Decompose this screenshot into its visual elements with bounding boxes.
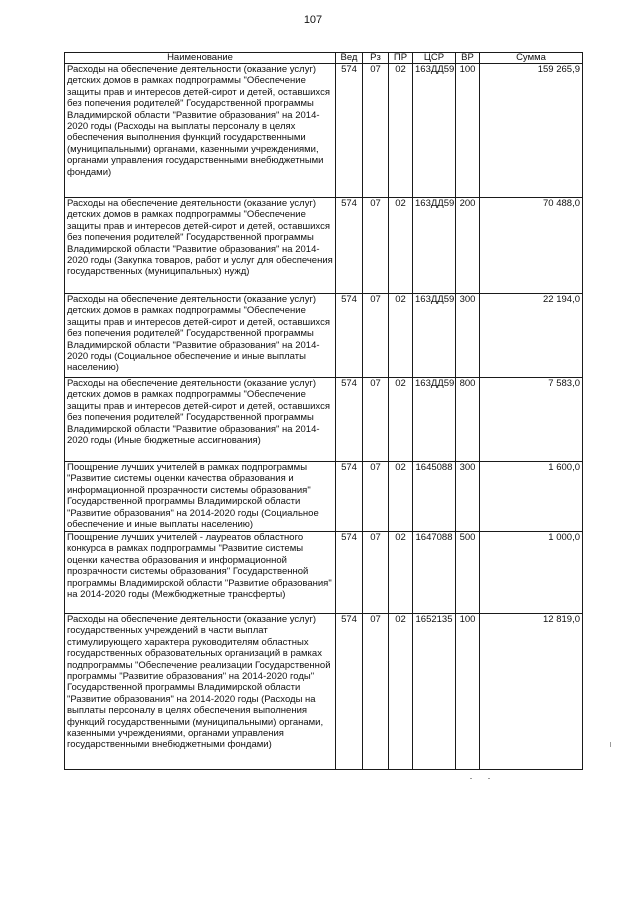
row-vr: 300 [456,462,480,532]
header-ved: Вед [336,53,363,64]
row-vr: 800 [456,378,480,462]
row-name: Расходы на обеспечение деятельности (оказание услуг) детских домов в рамках подпрограммы "Обеспечение защиты прав и интересов детей-сирот и детей, оставшихся без попечения родителей" Государственной программы Владимирской области "Развитие образования" на 2014-2020 годы (Социальное обеспечение и иные выплаты населению) [65,294,336,378]
row-pr: 02 [389,532,413,614]
header-vr: ВР [456,53,480,64]
table-row [65,198,583,294]
row-csr: 1652135 [413,614,456,770]
table-header-row [65,53,583,64]
budget-table [64,52,583,770]
row-rz: 07 [363,462,389,532]
row-vr: 300 [456,294,480,378]
row-rz: 07 [363,614,389,770]
row-vr: 100 [456,64,480,198]
row-ved: 574 [336,294,363,378]
page-number: 107 [303,14,323,26]
row-pr: 02 [389,294,413,378]
row-csr: 163ДД59 [413,198,456,294]
row-pr: 02 [389,462,413,532]
row-pr: 02 [389,614,413,770]
row-vr: 500 [456,532,480,614]
row-csr: 1645088 [413,462,456,532]
row-rz: 07 [363,378,389,462]
row-sum: 12 819,0 [480,614,583,770]
row-sum: 22 194,0 [480,294,583,378]
row-ved: 574 [336,198,363,294]
table-row [65,614,583,770]
row-name: Поощрение лучших учителей - лауреатов областного конкурса в рамках подпрограммы "Развитие системы оценки качества образования и информационной прозрачности системы образования" Государственной программы Владимирской области "Развитие образования" на 2014-2020 годы (Межбюджетные трансферты) [65,532,336,614]
table-row [65,378,583,462]
row-name: Расходы на обеспечение деятельности (оказание услуг) детских домов в рамках подпрограммы "Обеспечение защиты прав и интересов детей-сирот и детей, оставшихся без попечения родителей" Государственной программы Владимирской области "Развитие образования" на 2014-2020 годы (Закупка товаров, работ и услуг для обеспечения государственных (муниципальных) нужд) [65,198,336,294]
scan-speck [470,778,472,779]
header-csr: ЦСР [413,53,456,64]
row-sum: 70 488,0 [480,198,583,294]
header-name: Наименование [65,53,336,64]
header-rz: Рз [363,53,389,64]
row-csr: 163ДД59 [413,378,456,462]
row-rz: 07 [363,64,389,198]
row-name: Расходы на обеспечение деятельности (оказание услуг) детских домов в рамках подпрограммы "Обеспечение защиты прав и интересов детей-сирот и детей, оставшихся без попечения родителей" Государственной программы Владимирской области "Развитие образования" на 2014-2020 годы (Расходы на выплаты персоналу в целях обеспечения выполнения функций государственными (муниципальными) органами, казенными учреждениями, органами управления государственными внебюджетными фондами) [65,64,336,198]
row-csr: 163ДД59 [413,294,456,378]
table-row [65,462,583,532]
row-rz: 07 [363,294,389,378]
row-name: Расходы на обеспечение деятельности (оказание услуг) государственных учреждений в части выплат стимулирующего характера руководителям областных государственных образовательных организаций в рамках подпрограммы "Обеспечение реализации Государственной программы "Развитие образования" на 2014-2020 годы" Государственной программы Владимирской области "Развитие образования" на 2014-2020 годы (Расходы на выплаты персоналу в целях обеспечения выполнения функций государственными (муниципальными) органами, казенными учреждениями, органами управления государственными внебюджетными фондами) [65,614,336,770]
row-csr: 1647088 [413,532,456,614]
row-pr: 02 [389,198,413,294]
row-vr: 100 [456,614,480,770]
row-name: Расходы на обеспечение деятельности (оказание услуг) детских домов в рамках подпрограммы "Обеспечение защиты прав и интересов детей-сирот и детей, оставшихся без попечения родителей" Государственной программы Владимирской области "Развитие образования" на 2014-2020 годы (Иные бюджетные ассигнования) [65,378,336,462]
row-sum: 1 000,0 [480,532,583,614]
table-row [65,64,583,198]
table-row [65,294,583,378]
row-ved: 574 [336,462,363,532]
row-sum: 159 265,9 [480,64,583,198]
header-pr: ПР [389,53,413,64]
row-ved: 574 [336,532,363,614]
table-row [65,532,583,614]
header-sum: Сумма [480,53,583,64]
row-ved: 574 [336,614,363,770]
row-pr: 02 [389,64,413,198]
row-csr: 163ДД59 [413,64,456,198]
scan-speck [610,742,611,747]
row-ved: 574 [336,64,363,198]
row-rz: 07 [363,198,389,294]
row-ved: 574 [336,378,363,462]
row-vr: 200 [456,198,480,294]
row-name: Поощрение лучших учителей в рамках подпрограммы "Развитие системы оценки качества образования и информационной прозрачности системы образования" Государственной программы Владимирской области "Развитие образования" на 2014-2020 годы (Социальное обеспечение и иные выплаты населению) [65,462,336,532]
row-rz: 07 [363,532,389,614]
row-pr: 02 [389,378,413,462]
scan-speck [488,778,490,779]
row-sum: 7 583,0 [480,378,583,462]
row-sum: 1 600,0 [480,462,583,532]
